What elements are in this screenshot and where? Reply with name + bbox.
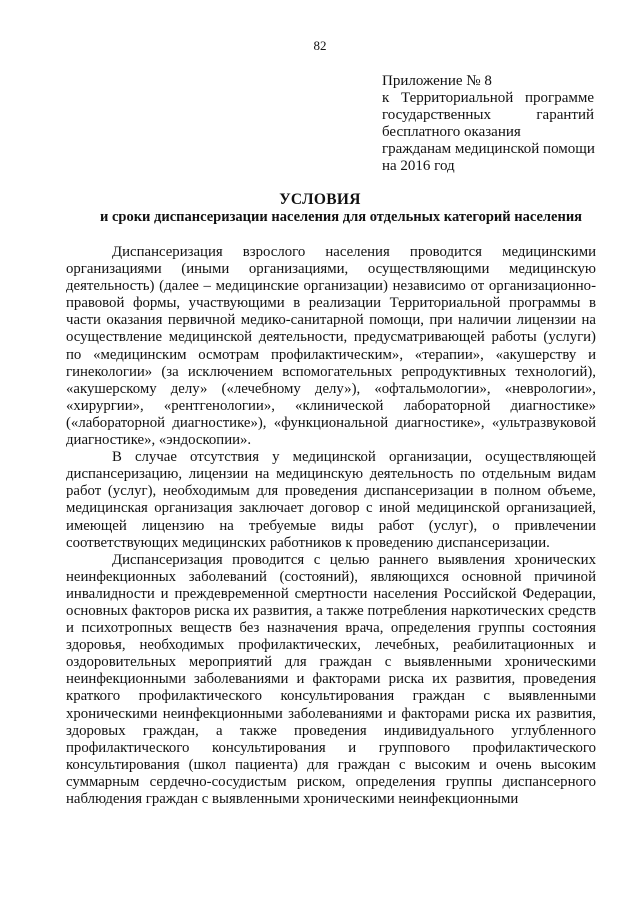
appendix-line: гражданам медицинской помощи <box>382 141 595 157</box>
appendix-line: государственных гарантий <box>382 107 594 123</box>
appendix-line: на 2016 год <box>382 158 455 174</box>
paragraph: Диспансеризация взрослого населения проводится медицинскими организациями (иными организациями, осуществляющими медицинскую деятельность) (далее – медицинские организации) независимо от организационно-правовой формы, участвующими в реализации Территориальной программы в части оказания первичной медико-санитарной помощи, при наличии лицензии на осуществление медицинской деятельности, предусматривающей работы (услуги) по «медицинским осмотрам профилактическим», «терапии», «акушерству и гинекологии» (за исключением вспомогательных репродуктивных технологий), «акушерскому делу» («лечебному делу»), «офтальмологии», «неврологии», «хирургии», «рентгенологии», «клинической лабораторной диагностике» («лабораторной диагностике»), «функциональной диагностике», «ультразвуковой диагностике», «эндоскопии». <box>66 244 596 449</box>
appendix-line: к Территориальной программе <box>382 90 594 106</box>
appendix-line: бесплатного оказания <box>382 124 521 140</box>
document-body <box>66 244 596 808</box>
page-number: 82 <box>313 38 327 53</box>
paragraph: В случае отсутствия у медицинской организации, осуществляющей диспансеризацию, лицензии на медицинскую деятельность по отдельным видам работ (услуг), необходимым для проведения диспансеризации в полном объеме, медицинская организация заключает договор с иной медицинской организацией, имеющей лицензию на требуемые виды работ (услуг), о привлечении соответствующих медицинских работников к проведению диспансеризации. <box>66 449 596 551</box>
document-title: УСЛОВИЯ <box>279 191 361 208</box>
appendix-line: Приложение № 8 <box>382 73 492 89</box>
appendix-header <box>382 73 594 175</box>
document-subtitle: и сроки диспансеризации населения для отдельных категорий населения <box>99 209 583 225</box>
paragraph: Диспансеризация проводится с целью раннего выявления хронических неинфекционных заболеваний (состояний), являющихся основной причиной инвалидности и преждевременной смертности населения Российской Федерации, основных факторов риска их развития, а также потребления наркотических средств и психотропных веществ без назначения врача, определения группы состояния здоровья, необходимых профилактических, лечебных, реабилитационных и оздоровительных мероприятий для граждан с выявленными хроническими неинфекционными заболеваниями и факторами риска их развития, проведения краткого профилактического консультирования граждан с выявленными хроническими неинфекционными заболеваниями и факторами риска их развития, здоровых граждан, а также проведения индивидуального углубленного профилактического консультирования и группового профилактического консультирования (школ пациента) для граждан с высоким и очень высоким суммарным сердечно-сосудистым риском, определения группы диспансерного наблюдения граждан с выявленными хроническими неинфекционными <box>66 551 596 807</box>
